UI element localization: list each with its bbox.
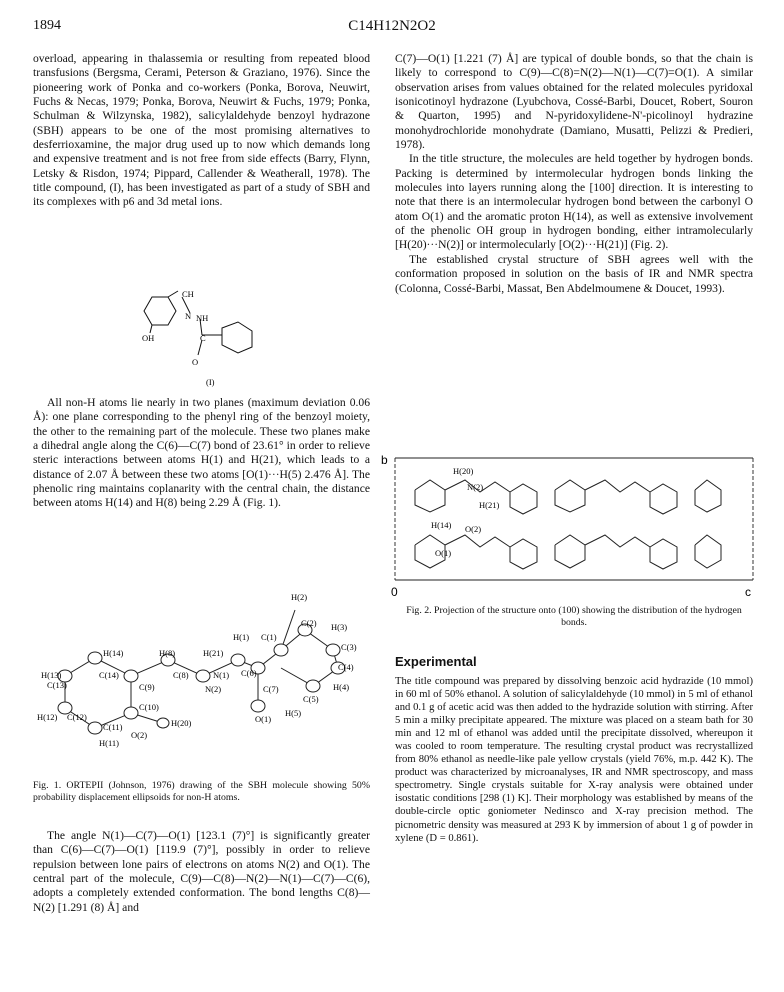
fig1-label: H(13)	[41, 670, 62, 680]
left-column-planes	[33, 396, 370, 511]
bonds-paragraph: C(7)—O(1) [1.221 (7) Å] are typical of double bonds, so that the chain is likely to correspond to C(9)—C(8)=N(2)—N(1)—C(7)=O(1). A similar observation arises from values obtained for the related molecules pyridoxal isonicotinoyl hydrazone (Lyubchova, Cossé-Barbi, Doucet, Robert, Souron & Quarton, 1995) and N-pyridoxylidene-N'-picolinoyl hydrazine monohydrochloride monohydrate (Damiano, Musatti, Pelizzi & Predieri, 1978).	[395, 52, 753, 152]
scheme-atom-nh: NH	[196, 313, 209, 323]
figure-1-caption	[33, 780, 370, 804]
scheme-label: (I)	[206, 377, 215, 387]
hbonds-paragraph: In the title structure, the molecules are held together by hydrogen bonds. Packing is determined by intermolecular hydrogen bonds linking the molecules into layers running along the [100] direction. It is interesting to note that there is an intermolecular hydrogen bond between the carbonyl O atom O(1) and the aromatic proton H(14), as well as extensive involvement of the phenolic OH group in hydrogen bonding, either intramolecularly [H(20)···N(2)] or intermolecularly [O(2)···H(21)] (Fig. 2).	[395, 152, 753, 252]
fig1-label: C(14)	[99, 670, 119, 680]
right-column-text	[395, 52, 753, 296]
fig2-label: N(2)	[467, 482, 484, 492]
fig1-label: C(4)	[338, 662, 354, 672]
fig1-label: C(3)	[341, 642, 357, 652]
fig1-label: C(1)	[261, 632, 277, 642]
scheme-atom-o: O	[192, 357, 199, 367]
fig2-axis-origin: 0	[391, 585, 398, 599]
scheme-atom-ch: CH	[182, 289, 194, 299]
chemical-scheme	[130, 285, 290, 390]
fig1-label: H(1)	[233, 632, 250, 642]
fig1-label: H(14)	[103, 648, 124, 658]
fig2-axis-c: c	[745, 585, 751, 599]
fig1-label: H(11)	[99, 738, 119, 748]
fig1-label: C(7)	[263, 684, 279, 694]
fig1-label: C(5)	[303, 694, 319, 704]
figure-2-caption-text: Fig. 2. Projection of the structure onto (100) showing the distribution of the hydrogen bonds.	[406, 605, 742, 628]
fig1-label: C(10)	[139, 702, 159, 712]
fig1-label: N(2)	[205, 684, 222, 694]
benzoyl-ring	[222, 322, 252, 353]
fig1-label: H(2)	[291, 592, 308, 602]
angle-paragraph: The angle N(1)—C(7)—O(1) [123.1 (7)°] is significantly greater than C(6)—C(7)—O(1) [119.9 (7)°], possibly in order to relieve repulsion between lone pairs of electrons on atoms N(2) and O(1). The central part of the molecule, C(9)—C(8)—N(2)—N(1)—C(7)—C(6), adopts a completely extended conformation. The bond lengths C(8)—N(2) [1.291 (8) Å] and	[33, 829, 370, 914]
figure-2-caption	[395, 605, 753, 629]
left-column-angle	[33, 829, 370, 915]
experimental-section	[395, 675, 753, 845]
planes-paragraph: All non-H atoms lie nearly in two planes (maximum deviation 0.06 Å): one plane corresponding to the phenyl ring of the benzoyl moiety, the other to the remaining part of the molecule. These two planes make a dihedral angle along the C(6)—C(7) bond of 23.61° in order to relieve steric interactions between atoms H(1) and H(21), which leads to a distance of 2.07 Å between these two atoms [O(1)···H(5) 2.476 Å]. The phenolic ring maintains coplanarity with the central chain, the distance between atoms H(14) and H(8) being 2.29 Å (Fig. 1).	[33, 396, 370, 510]
scheme-atom-n: N	[185, 311, 192, 321]
running-title: C14H12N2O2	[348, 18, 436, 34]
fig1-label: H(12)	[37, 712, 58, 722]
fig1-label: N(1)	[213, 670, 230, 680]
fig1-label: O(1)	[255, 714, 272, 724]
phenol-ring	[144, 297, 176, 325]
fig2-axis-b: b	[381, 453, 388, 467]
page-header	[0, 18, 784, 40]
fig1-label: H(21)	[203, 648, 224, 658]
page-number: 1894	[33, 18, 61, 33]
figure-2-packing	[381, 450, 753, 599]
left-column-intro	[33, 52, 370, 210]
fig1-label: C(2)	[301, 618, 317, 628]
fig1-label: H(5)	[285, 708, 302, 718]
fig1-label: C(9)	[139, 682, 155, 692]
fig1-label: H(20)	[171, 718, 192, 728]
fig1-label: H(8)	[159, 648, 176, 658]
figure-1-ortep	[33, 568, 370, 748]
fig2-label: O(1)	[435, 548, 452, 558]
fig1-label: H(3)	[331, 622, 348, 632]
figure-1-caption-text: Fig. 1. ORTEPII (Johnson, 1976) drawing of the SBH molecule showing 50% probability displacement ellipsoids for non-H atoms.	[33, 780, 370, 803]
fig1-label: C(12)	[67, 712, 87, 722]
fig1-label: C(11)	[103, 722, 123, 732]
fig2-label: H(20)	[453, 466, 474, 476]
fig1-label: C(13)	[47, 680, 67, 690]
intro-paragraph: overload, appearing in thalassemia or resulting from repeated blood transfusions (Bergsma, Cerami, Peterson & Graziano, 1976). Since the pioneering work of Ponka and co-workers (Ponka, Borova, Neuwirt, Fuchs & Necas, 1979; Ponka, Borova, Neuwirt & Fuchs, 1979; Ponka, Schulman & Wilzynska, 1982), salicylaldehyde benzoyl hydrazone (SBH) appears to be one of the most promising alternatives to desferrioxamine, the major drug used up to now which demands long and expensive treatment and is not free from side effects (Barry, Flynn, Letsky & Risdon, 1974; Pippard, Callender & Weatherall, 1978). The title compound, (I), has been investigated as part of a study of SBH and its complexes with p6 and 3d metal ions.	[33, 52, 370, 209]
fig2-label: H(21)	[479, 500, 500, 510]
fig1-label: H(4)	[333, 682, 350, 692]
ir-paragraph: The established crystal structure of SBH agrees well with the conformation proposed in solution on the basis of IR and NMR spectra (Colonna, Cossé-Barbi, Massat, Ben Abdelmoumene & Doucet, 1993).	[395, 252, 753, 295]
fig1-label: C(8)	[173, 670, 189, 680]
fig2-label: O(2)	[465, 524, 482, 534]
experimental-paragraph: The title compound was prepared by dissolving benzoic acid hydrazide (10 mmol) in 60 ml of 50% ethanol. A solution of salicylaldehyde (10 mmol) in 5 ml of ethanol and 0.1 g of acetic acid was then added to the hydrazide solution with stirring. After 5 min a milky precipitate appeared. The mixture was placed on a steam bath for 30 min and 12 ml of ethanol was added until the precipitate dissolved, whereupon it was cooled to room temperature. The resulting crystal product was recrystallized from 80% ethanol as needle-like pale yellow crystals (yield 76%, m.p. 442 K). The product was characterized by microanalyses, IR and NMR spectroscopy, and mass spectrometry. Single crystals suitable for X-ray analysis were obtained under isostatic conditions [298 (1) K]. Their morphology was established by means of the double-circle optic goniometer Nedinsco and X-ray precision method. The picnometric density was measured at 293 K by immersion of about 1 g of powder in xylene (D = 0.861).	[395, 676, 753, 844]
scheme-atom-oh: OH	[142, 333, 155, 343]
fig1-label: C(6)	[241, 668, 257, 678]
section-title-experimental: Experimental	[395, 654, 477, 669]
fig2-label: H(14)	[431, 520, 452, 530]
fig1-label: O(2)	[131, 730, 148, 740]
scheme-atom-c: C	[200, 333, 206, 343]
